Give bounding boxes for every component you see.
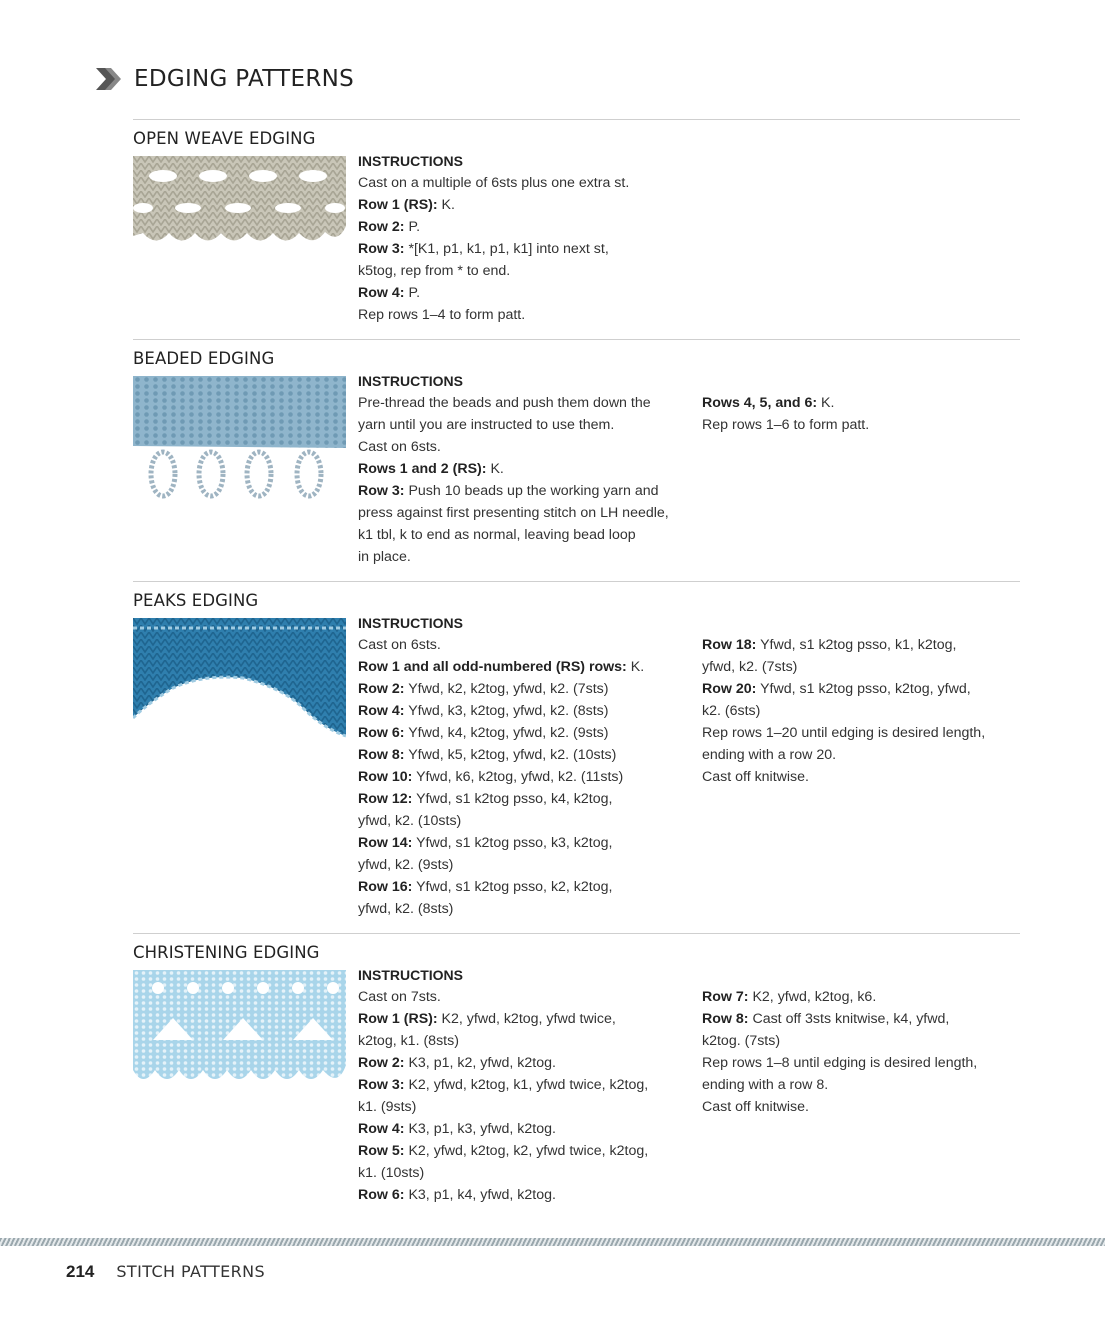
instruction-line bbox=[358, 986, 688, 1008]
instruction-line bbox=[358, 1052, 688, 1074]
instruction-line bbox=[358, 634, 688, 656]
row-label: Row 3: bbox=[358, 1077, 405, 1093]
row-label: Row 1 (RS): bbox=[358, 197, 438, 213]
section-peaks bbox=[133, 581, 1020, 933]
page-footer bbox=[66, 1262, 265, 1282]
instruction-line bbox=[702, 700, 1022, 722]
christening-swatch-image bbox=[133, 970, 346, 1090]
instruction-lines bbox=[702, 986, 1022, 1118]
row-label: Row 2: bbox=[358, 219, 405, 235]
section-divider bbox=[133, 339, 1020, 340]
instruction-line bbox=[358, 832, 688, 854]
instruction-text: yfwd, k2. (10sts) bbox=[358, 813, 462, 829]
instruction-text: Cast on 7sts. bbox=[358, 989, 441, 1005]
row-label: Row 3: bbox=[358, 241, 405, 257]
instruction-line bbox=[702, 744, 1022, 766]
open-weave-swatch-image bbox=[133, 156, 346, 248]
instruction-text: K. bbox=[817, 395, 835, 411]
instructions-heading: INSTRUCTIONS bbox=[358, 153, 463, 169]
instruction-text: Yfwd, s1 k2tog psso, k1, k2tog, bbox=[756, 637, 957, 653]
instruction-text: press against first presenting stitch on LH needle, bbox=[358, 505, 669, 521]
instruction-text: K2, yfwd, k2tog, yfwd twice, bbox=[437, 1011, 616, 1027]
instruction-text: k1. (9sts) bbox=[358, 1099, 417, 1115]
instructions-column-2 bbox=[702, 634, 1022, 788]
instruction-text: Yfwd, s1 k2tog psso, k2tog, yfwd, bbox=[756, 681, 971, 697]
row-label: Row 16: bbox=[358, 879, 413, 895]
instruction-line bbox=[358, 1184, 688, 1206]
instruction-text: Cast off 3sts knitwise, k4, yfwd, bbox=[748, 1011, 950, 1027]
instruction-line bbox=[358, 216, 688, 238]
footer-decorative-band bbox=[0, 1238, 1105, 1246]
instruction-line bbox=[702, 1008, 1022, 1030]
instruction-line bbox=[358, 238, 688, 260]
instruction-text: K3, p1, k3, yfwd, k2tog. bbox=[404, 1121, 556, 1137]
instruction-text: Cast off knitwise. bbox=[702, 769, 809, 785]
instruction-line bbox=[702, 722, 1022, 744]
instruction-line bbox=[702, 1052, 1022, 1074]
instructions-column-1 bbox=[358, 612, 688, 920]
instruction-line bbox=[702, 414, 1022, 436]
row-label: Row 20: bbox=[702, 681, 757, 697]
row-label: Row 7: bbox=[702, 989, 749, 1005]
instruction-text: K. bbox=[437, 197, 455, 213]
instruction-line bbox=[358, 1074, 688, 1096]
instruction-line bbox=[358, 546, 688, 568]
row-label: Row 6: bbox=[358, 725, 405, 741]
row-label: Row 2: bbox=[358, 1055, 405, 1071]
instruction-line bbox=[358, 1096, 688, 1118]
instruction-text: Yfwd, k4, k2tog, yfwd, k2. (9sts) bbox=[404, 725, 609, 741]
row-label: Rows 4, 5, and 6: bbox=[702, 395, 818, 411]
instruction-text: Cast on 6sts. bbox=[358, 637, 441, 653]
instruction-line bbox=[702, 634, 1022, 656]
instruction-text: yfwd, k2. (8sts) bbox=[358, 901, 454, 917]
row-label: Row 14: bbox=[358, 835, 413, 851]
instruction-text: K2, yfwd, k2tog, k1, yfwd twice, k2tog, bbox=[404, 1077, 649, 1093]
instruction-line bbox=[702, 1030, 1022, 1052]
row-label: Rows 1 and 2 (RS): bbox=[358, 461, 487, 477]
instruction-line bbox=[358, 1118, 688, 1140]
instruction-text: K. bbox=[626, 659, 645, 675]
instruction-text: Rep rows 1–8 until edging is desired length, bbox=[702, 1055, 978, 1071]
section-beaded bbox=[133, 339, 1020, 581]
instruction-text: Rep rows 1–6 to form patt. bbox=[702, 417, 870, 433]
instructions-heading: INSTRUCTIONS bbox=[358, 615, 463, 631]
instruction-text: Cast off knitwise. bbox=[702, 1099, 809, 1115]
instructions-column-1 bbox=[358, 370, 688, 568]
page-header bbox=[96, 66, 354, 92]
section-divider bbox=[133, 581, 1020, 582]
section-title: OPEN WEAVE EDGING bbox=[133, 129, 316, 148]
instruction-line bbox=[358, 810, 688, 832]
peaks-swatch-image bbox=[133, 618, 346, 740]
row-label: Row 2: bbox=[358, 681, 405, 697]
section-open-weave bbox=[133, 119, 1020, 339]
instruction-line bbox=[358, 172, 688, 194]
instruction-lines bbox=[358, 634, 688, 920]
instruction-line bbox=[358, 854, 688, 876]
section-divider bbox=[133, 933, 1020, 934]
section-divider bbox=[133, 119, 1020, 120]
instruction-line bbox=[702, 1096, 1022, 1118]
row-label: Row 6: bbox=[358, 1187, 405, 1203]
instruction-line bbox=[358, 898, 688, 920]
instruction-line bbox=[358, 392, 688, 414]
instruction-text: K2, yfwd, k2tog, k6. bbox=[748, 989, 877, 1005]
instruction-text: k2tog, k1. (8sts) bbox=[358, 1033, 459, 1049]
instruction-line bbox=[702, 986, 1022, 1008]
instruction-line bbox=[358, 722, 688, 744]
row-label: Row 10: bbox=[358, 769, 413, 785]
instruction-line bbox=[358, 414, 688, 436]
instruction-text: Cast on 6sts. bbox=[358, 439, 441, 455]
instruction-text: Yfwd, s1 k2tog psso, k4, k2tog, bbox=[412, 791, 613, 807]
instruction-line bbox=[358, 700, 688, 722]
row-label: Row 4: bbox=[358, 285, 405, 301]
instruction-text: P. bbox=[404, 285, 421, 301]
instruction-text: P. bbox=[404, 219, 421, 235]
instruction-line bbox=[358, 1008, 688, 1030]
instruction-line bbox=[358, 194, 688, 216]
instruction-text: Yfwd, k2, k2tog, yfwd, k2. (7sts) bbox=[404, 681, 609, 697]
footer-label: STITCH PATTERNS bbox=[116, 1262, 266, 1281]
instruction-text: K3, p1, k2, yfwd, k2tog. bbox=[404, 1055, 556, 1071]
instruction-line bbox=[702, 392, 1022, 414]
instruction-line bbox=[358, 656, 688, 678]
instruction-text: K2, yfwd, k2tog, k2, yfwd twice, k2tog, bbox=[404, 1143, 649, 1159]
row-label: Row 1 and all odd-numbered (RS) rows: bbox=[358, 659, 627, 675]
page-number: 214 bbox=[66, 1262, 95, 1281]
instruction-text: Rep rows 1–4 to form patt. bbox=[358, 307, 526, 323]
instruction-text: *[K1, p1, k1, p1, k1] into next st, bbox=[404, 241, 609, 257]
section-title: BEADED EDGING bbox=[133, 349, 275, 368]
instruction-lines bbox=[702, 634, 1022, 788]
row-label: Row 8: bbox=[358, 747, 405, 763]
instruction-text: K3, p1, k4, yfwd, k2tog. bbox=[404, 1187, 556, 1203]
instruction-text: Yfwd, s1 k2tog psso, k3, k2tog, bbox=[412, 835, 613, 851]
row-label: Row 4: bbox=[358, 703, 405, 719]
instruction-text: k2tog. (7sts) bbox=[702, 1033, 781, 1049]
instruction-line bbox=[358, 304, 688, 326]
instruction-text: Cast on a multiple of 6sts plus one extra st. bbox=[358, 175, 630, 191]
instruction-line bbox=[358, 260, 688, 282]
instruction-text: ending with a row 20. bbox=[702, 747, 837, 763]
instructions-column-1 bbox=[358, 964, 688, 1206]
instruction-text: k1. (10sts) bbox=[358, 1165, 425, 1181]
instructions-heading: INSTRUCTIONS bbox=[358, 373, 463, 389]
section-christening bbox=[133, 933, 1020, 1223]
instructions-column-2 bbox=[702, 986, 1022, 1118]
instruction-line bbox=[702, 1074, 1022, 1096]
row-label: Row 3: bbox=[358, 483, 405, 499]
instruction-line bbox=[358, 1030, 688, 1052]
instruction-text: ending with a row 8. bbox=[702, 1077, 829, 1093]
row-label: Row 1 (RS): bbox=[358, 1011, 438, 1027]
instruction-lines bbox=[358, 986, 688, 1206]
instruction-line bbox=[358, 1162, 688, 1184]
instruction-line bbox=[702, 766, 1022, 788]
instruction-line bbox=[358, 876, 688, 898]
instruction-line bbox=[358, 744, 688, 766]
instruction-line bbox=[358, 480, 688, 502]
instruction-text: Yfwd, k5, k2tog, yfwd, k2. (10sts) bbox=[404, 747, 617, 763]
instruction-line bbox=[358, 436, 688, 458]
instruction-text: yfwd, k2. (9sts) bbox=[358, 857, 454, 873]
section-title: CHRISTENING EDGING bbox=[133, 943, 320, 962]
instruction-line bbox=[358, 502, 688, 524]
instruction-text: k2. (6sts) bbox=[702, 703, 761, 719]
instruction-text: k5tog, rep from * to end. bbox=[358, 263, 511, 279]
row-label: Row 12: bbox=[358, 791, 413, 807]
instruction-lines bbox=[358, 172, 688, 326]
instruction-text: yarn until you are instructed to use them. bbox=[358, 417, 615, 433]
instructions-column-2 bbox=[702, 392, 1022, 436]
double-chevron-icon bbox=[96, 68, 124, 90]
instructions-column-1 bbox=[358, 150, 688, 326]
instructions-heading: INSTRUCTIONS bbox=[358, 967, 463, 983]
instruction-line bbox=[358, 282, 688, 304]
instruction-line bbox=[702, 656, 1022, 678]
instruction-line bbox=[358, 678, 688, 700]
beaded-swatch-image bbox=[133, 376, 346, 501]
instruction-text: k1 tbl, k to end as normal, leaving bead loop bbox=[358, 527, 636, 543]
instruction-text: Yfwd, k3, k2tog, yfwd, k2. (8sts) bbox=[404, 703, 609, 719]
section-title: PEAKS EDGING bbox=[133, 591, 259, 610]
instruction-line bbox=[358, 458, 688, 480]
instruction-text: Pre-thread the beads and push them down the bbox=[358, 395, 651, 411]
page-title: EDGING PATTERNS bbox=[134, 66, 355, 92]
row-label: Row 8: bbox=[702, 1011, 749, 1027]
instruction-text: in place. bbox=[358, 549, 411, 565]
instruction-line bbox=[702, 678, 1022, 700]
instruction-text: Yfwd, k6, k2tog, yfwd, k2. (11sts) bbox=[412, 769, 624, 785]
instruction-lines bbox=[702, 392, 1022, 436]
instruction-line bbox=[358, 524, 688, 546]
instruction-text: Rep rows 1–20 until edging is desired length, bbox=[702, 725, 986, 741]
instruction-line bbox=[358, 788, 688, 810]
row-label: Row 18: bbox=[702, 637, 757, 653]
instruction-text: Yfwd, s1 k2tog psso, k2, k2tog, bbox=[412, 879, 613, 895]
instruction-line bbox=[358, 1140, 688, 1162]
row-label: Row 5: bbox=[358, 1143, 405, 1159]
instruction-text: yfwd, k2. (7sts) bbox=[702, 659, 798, 675]
instruction-lines bbox=[358, 392, 688, 568]
instruction-line bbox=[358, 766, 688, 788]
row-label: Row 4: bbox=[358, 1121, 405, 1137]
instruction-text: Push 10 beads up the working yarn and bbox=[404, 483, 659, 499]
instruction-text: K. bbox=[486, 461, 504, 477]
